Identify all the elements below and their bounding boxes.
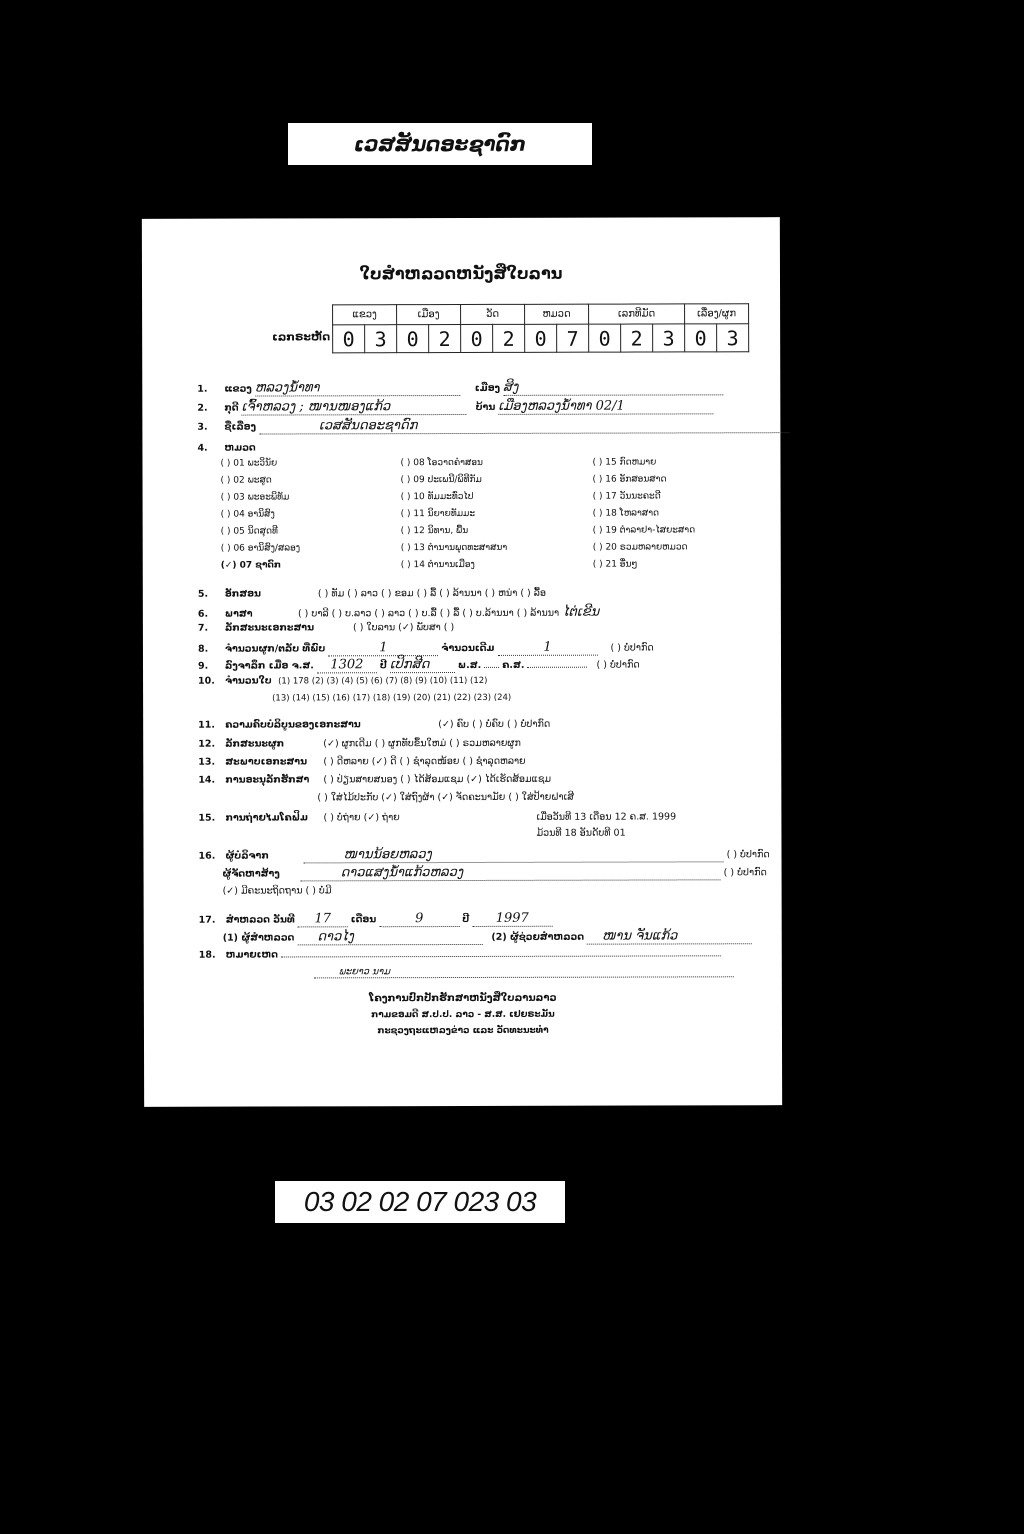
assistant-value: ໜານ ຈັນແກ້ວ bbox=[587, 928, 752, 944]
field-1 bbox=[197, 379, 723, 396]
unknown-option[interactable]: ( ) ບໍ່ປາກົດ bbox=[596, 659, 640, 671]
category-option[interactable]: ( ) 21 ອື່ນໆ bbox=[592, 559, 638, 570]
field-16b bbox=[223, 864, 767, 881]
field-8 bbox=[198, 639, 654, 656]
remarks-value: ພະຍາວ ນາມ bbox=[314, 965, 734, 978]
field-17 bbox=[199, 911, 553, 928]
field-label: (1) ຜູ້ສຳຫລວດ bbox=[222, 932, 295, 944]
category-option[interactable]: ( ) 12 ນິທານ, ພື້ນ bbox=[400, 525, 469, 537]
donor-value: ໜານນ້ອຍຫລວງ bbox=[304, 846, 724, 863]
document-type-options[interactable]: ( ) ໃບລານ (✓) ພັບສາ ( ) bbox=[352, 622, 455, 634]
code-digit: 0 bbox=[461, 324, 493, 352]
category-option[interactable]: ( ) 08 ໂອວາດຄຳສອນ bbox=[400, 457, 483, 469]
field-label: ກຸດີ bbox=[224, 402, 239, 414]
field-label: ເມືອງ bbox=[474, 382, 501, 394]
category-option-checked[interactable]: (✓) 07 ຊາດົກ bbox=[220, 560, 281, 571]
category-column-3 bbox=[592, 457, 695, 576]
field-num: 11. bbox=[198, 719, 216, 731]
field-num: 3. bbox=[197, 421, 208, 433]
field-label: ສຳຫລວດ ວັນທີ bbox=[225, 914, 295, 926]
field-7 bbox=[198, 622, 454, 634]
cs-year-value: 1302 bbox=[317, 657, 377, 673]
code-col-bundle: ເລກທີມັດ bbox=[589, 304, 685, 324]
code-table bbox=[332, 303, 749, 353]
field-5 bbox=[198, 588, 546, 600]
category-option[interactable]: ( ) 19 ຕຳລາຢາ-ໄສຍະສາດ bbox=[592, 525, 696, 536]
survey-day: 17 bbox=[298, 911, 348, 927]
temple-value: ເຈົ້າຫລວງ ; ໜານໜອງແກ້ວ bbox=[242, 399, 467, 416]
field-num: 4. bbox=[197, 442, 208, 454]
code-digit: 2 bbox=[493, 324, 525, 352]
code-digit: 0 bbox=[685, 324, 717, 352]
category-option[interactable]: ( ) 01 ພະວິນັຍ bbox=[220, 458, 278, 469]
code-digit: 3 bbox=[653, 324, 685, 352]
field-label: ຊື່ເລື່ອງ bbox=[224, 421, 256, 433]
code-digit: 7 bbox=[557, 324, 589, 352]
code-col-district: ເມືອງ bbox=[397, 305, 461, 325]
field-label: ຄ.ສ. bbox=[502, 659, 525, 671]
field-label: ຜູ້ຈັດຫາສ້າງ bbox=[222, 868, 280, 880]
microfilm-code: 03 02 02 07 023 03 bbox=[275, 1181, 565, 1223]
category-column-1 bbox=[220, 458, 300, 577]
microfilm-date: ເມື່ອວັນທີ 13 ເດືອນ 12 ຄ.ສ. 1999 bbox=[536, 811, 677, 823]
footer-line-3: ກະຊວງຖະແຫລງຂ່າວ ແລະ ວັດທະນະທຳ bbox=[377, 1025, 549, 1037]
category-option[interactable]: ( ) 03 ພະອະພິທັມ bbox=[220, 492, 290, 503]
category-option[interactable]: ( ) 02 ພະສູດ bbox=[220, 475, 272, 486]
category-column-2 bbox=[400, 458, 507, 577]
field-17b bbox=[223, 928, 752, 945]
code-col-story: ເລື່ອງ/ຜູກ bbox=[685, 304, 749, 324]
field-num: 7. bbox=[197, 622, 209, 634]
microfilm-options[interactable]: ( ) ບໍ່ຖ່າຍ (✓) ຖ່າຍ bbox=[323, 812, 400, 824]
language-handwritten: ໄຕ່ເຂີນ bbox=[562, 604, 600, 620]
field-label: ປີ bbox=[379, 660, 387, 672]
field-num: 6. bbox=[197, 608, 209, 620]
microfilm-roll: ມ້ວນທີ 18 ອັນດັບທີ 01 bbox=[536, 827, 626, 839]
category-option[interactable]: ( ) 18 ໂຫລາສາດ bbox=[592, 508, 660, 519]
field-label: ອັກສອນ bbox=[224, 588, 261, 600]
survey-year: 1997 bbox=[472, 911, 552, 927]
district-value: ສິງ bbox=[503, 379, 723, 396]
field-18 bbox=[199, 948, 721, 960]
field-15 bbox=[198, 811, 676, 823]
bundle-type-options[interactable]: (✓) ຜູກເດີມ ( ) ຜູກທັບຂຶ້ນໃຫມ່ ( ) ຣວມຫລາຍຜູກ bbox=[323, 737, 521, 750]
field-11 bbox=[198, 719, 550, 731]
category-option[interactable]: ( ) 14 ຕຳນານເມືອງ bbox=[400, 559, 475, 571]
sheet-title: ໃບສຳຫລວດຫນັງສືໃບລານ bbox=[359, 263, 563, 284]
category-option[interactable]: ( ) 10 ທັມມະທົ່ວໄປ bbox=[400, 491, 474, 503]
field-14 bbox=[198, 774, 551, 786]
field-num: 18. bbox=[198, 949, 216, 961]
field-num: 2. bbox=[197, 402, 208, 414]
unknown-option[interactable]: ( ) ບໍ່ປາກົດ bbox=[723, 867, 767, 879]
header-label: ເວສສັນດອະຊາດົກ bbox=[288, 123, 592, 165]
script-options[interactable]: ( ) ທັມ ( ) ລາວ ( ) ຂອມ ( ) ລື້ ( ) ລ້ານນາ ( ) ຫນ່າ ( ) ລື້ອ bbox=[317, 587, 546, 600]
field-label: ລົງຈາລຶກ ເມື່ອ ຈ.ສ. bbox=[225, 660, 314, 672]
field-label: ຜູ້ບໍລິຈາກ bbox=[225, 850, 269, 862]
field-9 bbox=[198, 657, 640, 674]
dedication-options[interactable]: (✓) ມີຄະນະຖິດຖານ ( ) ບໍ່ມີ bbox=[222, 885, 332, 897]
survey-sheet bbox=[142, 217, 782, 1107]
field-label: ຫມວດ bbox=[224, 442, 256, 454]
category-option[interactable]: ( ) 06 ອານິສົງ/ສລອງ bbox=[220, 543, 301, 554]
field-16 bbox=[198, 846, 769, 863]
field-num: 9. bbox=[197, 660, 209, 672]
field-3 bbox=[197, 417, 789, 435]
field-num: 12. bbox=[198, 738, 216, 750]
condition-options[interactable]: ( ) ດີຫລາຍ (✓) ດີ ( ) ຊຳລຸດໜ້ອຍ ( ) ຊຳລຸດຫລາຍ bbox=[323, 755, 526, 768]
field-num: 13. bbox=[198, 756, 216, 768]
field-label: ບ້ານ bbox=[475, 401, 496, 413]
category-option[interactable]: ( ) 16 ອັກສອນສາດ bbox=[592, 474, 667, 485]
completeness-options[interactable]: (✓) ຄົບ ( ) ບໍ່ຄົບ ( ) ບໍ່ປາກົດ bbox=[438, 718, 551, 731]
code-digit: 2 bbox=[621, 324, 653, 352]
field-num: 16. bbox=[198, 850, 216, 862]
leaf-count-row-2: (13) (14) (15) (16) (17) (18) (19) (20) (21) (22) (23) (24) bbox=[272, 692, 512, 704]
code-digit: 2 bbox=[429, 325, 461, 353]
category-option[interactable]: ( ) 20 ຣວມຫລາຍຫມວດ bbox=[592, 542, 688, 553]
field-num: 10. bbox=[198, 675, 215, 687]
language-options[interactable]: ( ) ບາລີ ( ) ບ.ລາວ ( ) ລາວ ( ) ບ.ລື້ ( ) ລື້ ( ) ບ.ລ້ານນາ ( ) ລ້ານນາ bbox=[297, 607, 560, 620]
unknown-option[interactable]: ( ) ບໍ່ປາກົດ bbox=[726, 849, 770, 861]
code-digit: 0 bbox=[333, 325, 365, 353]
field-2 bbox=[197, 398, 713, 415]
field-label: ຈຳນວນໃບ bbox=[225, 675, 272, 687]
field-num: 17. bbox=[198, 914, 216, 926]
unknown-option[interactable]: ( ) ບໍ່ປາກົດ bbox=[610, 642, 654, 654]
field-num: 14. bbox=[198, 774, 216, 786]
code-digit: 3 bbox=[365, 325, 397, 353]
preservation-options-2[interactable]: ( ) ໃສ່ໄມ້ປະກັບ (✓) ໃສ່ຖົງຜ້າ (✓) ຈັດຄະນາມັຍ ( ) ໃສ່ປ້າຍຝາເສີ bbox=[317, 791, 574, 804]
preservation-options[interactable]: ( ) ປ່ຽນສາຍສນອງ ( ) ໄດ້ສ້ອມແຊມ (✓) ໄດ້ເຮັດສ້ອມແຊມ bbox=[323, 773, 552, 786]
story-value: ເວສສັນດອະຊາດົກ bbox=[259, 417, 789, 434]
field-label: ປີ bbox=[462, 913, 470, 926]
field-label: ພາສາ bbox=[224, 608, 253, 620]
field-num: 8. bbox=[197, 643, 209, 655]
code-digit: 0 bbox=[397, 325, 429, 353]
code-col-category: ຫມວດ bbox=[525, 304, 589, 324]
category-option[interactable]: ( ) 04 ອານິສົງ bbox=[220, 509, 275, 520]
bundles-original-value: 1 bbox=[497, 640, 597, 656]
province-value: ຫລວງນ້ຳທາ bbox=[255, 380, 460, 397]
category-option[interactable]: ( ) 09 ປະເພນີ/ພິທີກັມ bbox=[400, 474, 482, 486]
field-label: ຫມາຍເຫດ bbox=[225, 949, 278, 961]
code-digit-row bbox=[333, 324, 749, 353]
category-option[interactable]: ( ) 13 ຕຳນານພຸດທະສາສນາ bbox=[400, 542, 508, 554]
footer-line-2: ກາມຂອມດີ ສ.ປ.ປ. ລາວ - ສ.ສ. ເຢຍຣະມັນ bbox=[371, 1009, 555, 1021]
survey-month: 9 bbox=[379, 911, 459, 927]
field-12 bbox=[198, 738, 521, 750]
field-num: 15. bbox=[198, 812, 216, 824]
footer-line-1: ໂຄງການປົກປັກຮັກສາຫນັງສືໃບລານລາວ bbox=[369, 992, 557, 1005]
code-digit: 0 bbox=[589, 324, 621, 352]
category-option[interactable]: ( ) 05 ນິດສຸດທີ bbox=[220, 526, 278, 537]
code-digit: 3 bbox=[717, 324, 749, 352]
field-label: ສະພາບເອກະສານ bbox=[225, 756, 308, 768]
year-name-value: ເປິກສີດ bbox=[390, 657, 455, 673]
village-value: ເມືອງຫລວງນ້ຳທາ 02/1 bbox=[498, 398, 713, 415]
leaf-count-row-1: (1) 178 (2) (3) (4) (5) (6) (7) (8) (9) (10) (11) (12) bbox=[278, 675, 488, 687]
category-option[interactable]: ( ) 11 ນິຍາຍທັມມະ bbox=[400, 508, 476, 520]
field-label: (2) ຜູ້ຊ່ວຍສຳຫລວດ bbox=[491, 931, 585, 943]
code-header-row bbox=[333, 304, 749, 325]
field-num: 1. bbox=[197, 383, 208, 395]
code-col-province: ແຂວງ bbox=[333, 305, 397, 325]
field-4 bbox=[197, 443, 255, 454]
field-6 bbox=[198, 605, 599, 621]
field-label: ຈຳນວນຜູກ/ຕລັບ ທີ່ພົບ bbox=[224, 643, 326, 655]
field-num: 5. bbox=[197, 588, 209, 600]
category-option[interactable]: ( ) 17 ວັນນະຄະດີ bbox=[592, 491, 661, 502]
bundles-found-value: 1 bbox=[328, 640, 438, 656]
field-label: ການຖ່າຍໄມໂຄຟິມ bbox=[225, 812, 308, 824]
field-label: ເດືອນ bbox=[350, 914, 377, 926]
field-13 bbox=[198, 756, 525, 768]
code-digit: 0 bbox=[525, 324, 557, 352]
surveyor-value: ດາວໄງ bbox=[297, 929, 482, 945]
field-label: ພ.ສ. bbox=[457, 659, 482, 672]
code-label: ເລກຣະຫັດ bbox=[272, 330, 331, 344]
field-label: ຄວາມຄົບບໍລິບູນຂອງເອກະສານ bbox=[225, 719, 361, 731]
field-label: ແຂວງ bbox=[224, 383, 252, 395]
field-10 bbox=[198, 675, 487, 687]
category-option[interactable]: ( ) 15 ກົດຫມາຍ bbox=[592, 457, 657, 468]
code-col-temple: ວັດ bbox=[461, 304, 525, 324]
field-label: ການອະນຸລັກຮັກສາ bbox=[225, 774, 310, 786]
field-label: ລັກສະນະເອກະສານ bbox=[224, 622, 315, 634]
sponsor-value: ດາວແສງນ້ຳແກ້ວຫລວງ bbox=[301, 864, 721, 881]
field-label: ລັກສະນະຜູກ bbox=[225, 738, 285, 750]
field-label: ຈຳນວນເດີມ bbox=[441, 642, 495, 655]
